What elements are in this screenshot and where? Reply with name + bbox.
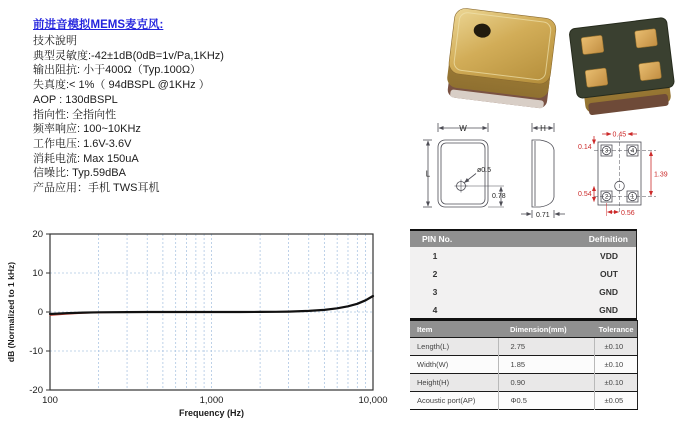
table-row [410,338,637,356]
dim-label-0.78: 0.78 [492,193,506,200]
dim-label-0.54: 0.54 [578,191,592,198]
pad-number-2: 2 [604,194,609,201]
spec-line: 信噪比: Typ.59dBA [33,167,126,180]
dim-label-0.56: 0.56 [621,210,635,217]
mems-microphone-bottom-pads-photo [569,17,677,116]
dim-label-0.45: 0.45 [612,131,627,139]
spec-line: 指向性: 全指向性 [33,108,117,121]
table-row [410,374,637,392]
spec-line: 典型灵敏度:-42±1dB(0dB=1v/Pa,1KHz) [33,49,224,62]
product-photos [428,5,680,117]
spec-line: 工作电压: 1.6V-3.6V [33,137,132,150]
dim-label-L: L [425,169,431,179]
pin-definition: GND [460,283,637,301]
mems-microphone-top-view-photo [445,7,557,109]
table-row [410,247,637,265]
dim-item: Length(L) [410,338,498,356]
dim-tolerance: ±0.05 [594,392,637,410]
pin-number: 2 [410,265,460,283]
pin-number: 4 [410,301,460,319]
spec-line: 消耗电流: Max 150uA [33,152,139,165]
tables-wrap [410,229,637,410]
spec-line: 频率响应: 100~10KHz [33,123,141,136]
dim-label-0.14: 0.14 [578,144,592,151]
chart-ytick-label: 20 [32,229,43,241]
table-row [410,392,637,410]
chart-xtick-label: 1,000 [199,395,224,406]
drawing-bottom-view [594,136,656,212]
dim-item: Height(H) [410,374,498,392]
dim-label-W: W [459,124,467,133]
dim-label-1.39: 1.39 [654,171,668,179]
pad-number-1: 1 [630,194,635,201]
pin-definition: GND [460,301,637,319]
chart-xtick-label: 10,000 [358,395,388,406]
chart-ylabel: dB (Normalized to 1 kHz) [6,261,16,363]
pin-number: 1 [410,247,460,265]
dim-item: Width(W) [410,356,498,374]
spec-block [33,18,413,196]
spec-line: 失真度:< 1%（ 94dBSPL @1KHz ） [33,79,210,92]
spec-line: 技术說明 [33,35,77,47]
pin-table-header-definition: Definition [460,230,637,247]
dim-tolerance: ±0.10 [594,338,637,356]
spec-line: 输出阻抗: 小于400Ω（Typ.100Ω） [33,64,202,77]
dim-label-0.71: 0.71 [536,212,550,219]
dim-value: Φ0.5 [498,392,594,410]
pin-definition: OUT [460,265,637,283]
dim-value: 1.85 [498,356,594,374]
table-row [410,356,637,374]
table-row [410,301,637,319]
dim-table-header-tolerance: Tolerance [594,321,637,338]
spec-line: AOP : 130dBSPL [33,93,118,106]
chart-ytick-label: 0 [37,307,43,319]
dim-tolerance: ±0.10 [594,374,637,392]
pad-number-3: 3 [604,148,609,155]
chart-ytick-label: -10 [29,346,43,358]
mechanical-drawings [418,116,700,234]
dim-value: 0.90 [498,374,594,392]
dim-table-header-dimension: Dimension(mm) [498,321,594,338]
drawing-bottom-view-dims [594,131,651,216]
pad-number-4: 4 [630,148,635,155]
dim-tolerance: ±0.10 [594,356,637,374]
dim-item: Acoustic port(AP) [410,392,498,410]
chart-xtick-label: 100 [42,395,58,406]
dim-value: 2.75 [498,338,594,356]
chart-ytick-label: 10 [32,268,43,280]
dimensions-table [410,320,638,410]
drawing-side-view [521,123,565,218]
frequency-response-chart [2,224,402,437]
pin-definition-table [410,229,637,320]
product-title: 前进音模拟MEMS麦克风: [33,19,164,31]
spec-line: 产品应用：手机 TWS耳机 [33,182,160,195]
dim-label-port: ø0.5 [477,167,492,174]
dim-label-H: H [540,124,546,133]
chart-xlabel: Frequency (Hz) [178,408,245,418]
table-row [410,265,637,283]
chart-ytick-label: -20 [29,385,43,397]
pin-definition: VDD [460,247,637,265]
pin-table-header-pin-no: PIN No. [410,230,460,247]
table-row [410,283,637,301]
pin-number: 3 [410,283,460,301]
dim-table-header-item: Item [410,321,498,338]
